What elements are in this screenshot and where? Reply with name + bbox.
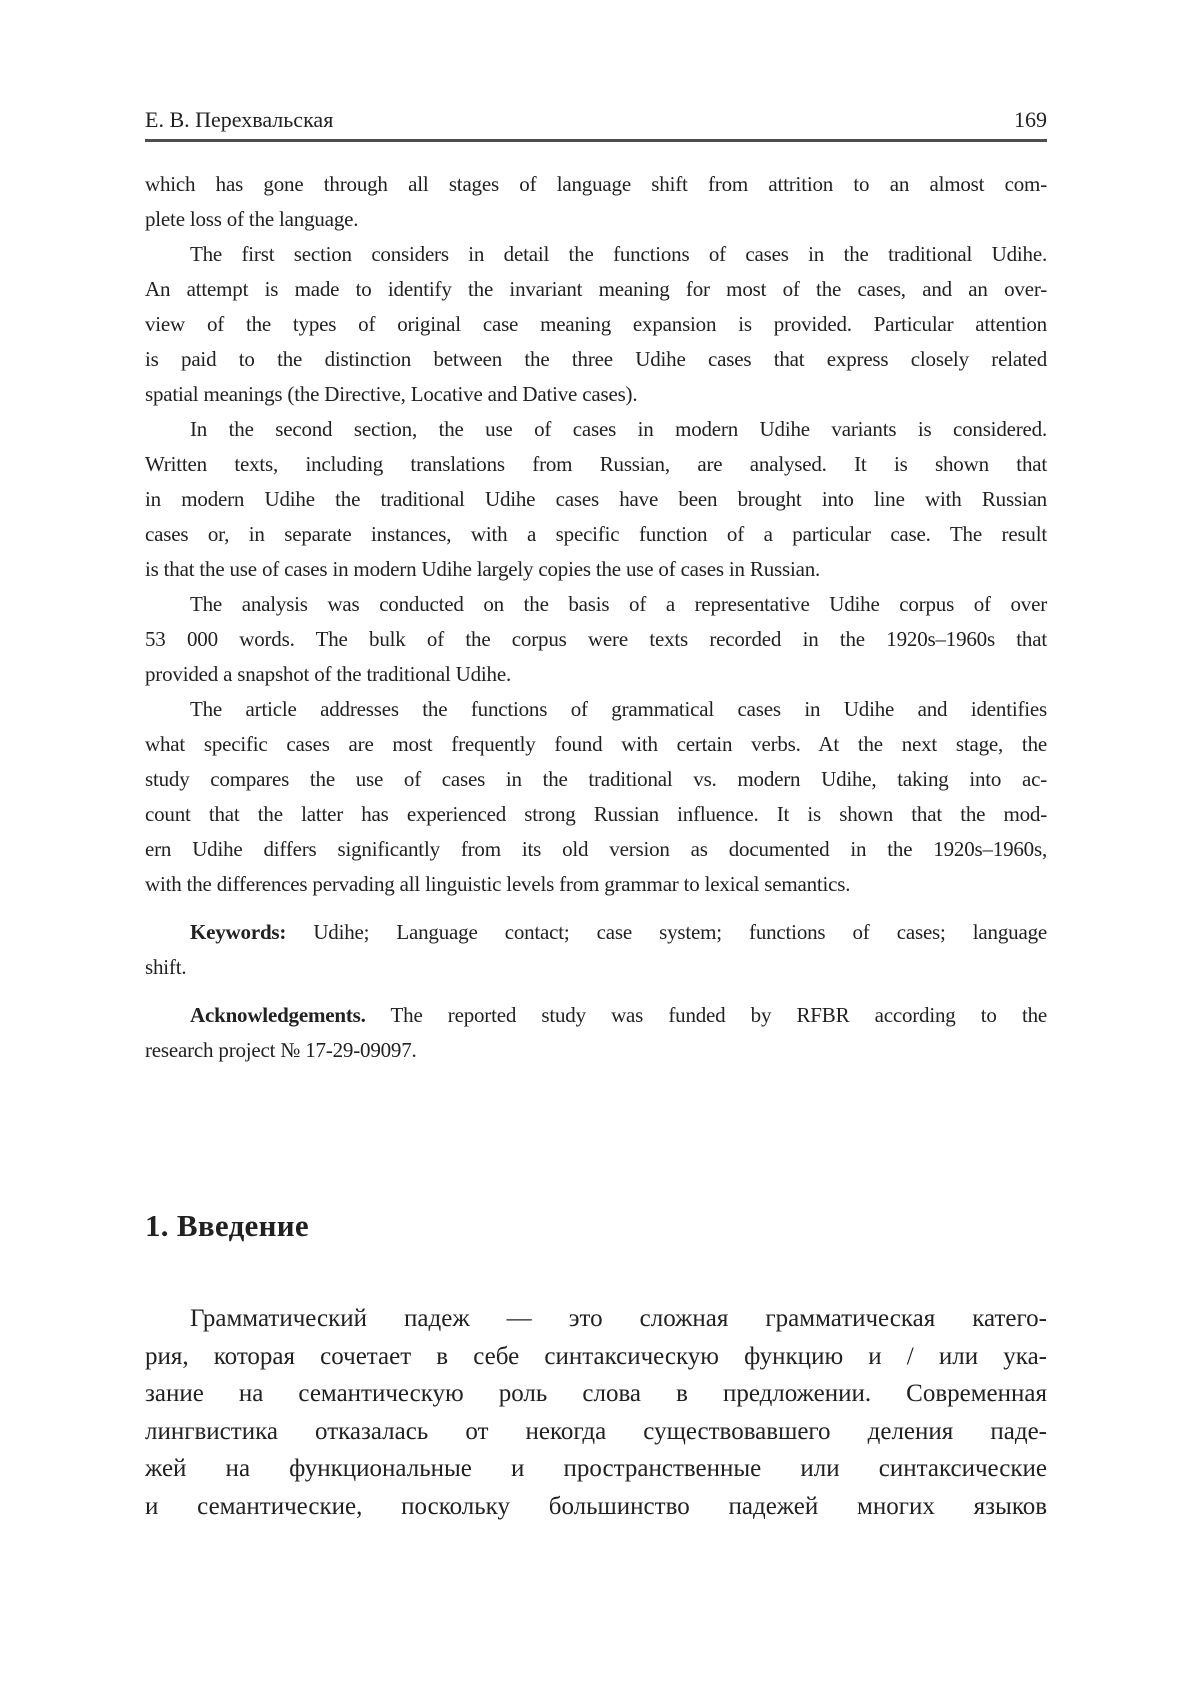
running-header [145, 106, 1047, 142]
text-line: spatial meanings (the Directive, Locative and Dative cases). [145, 382, 638, 406]
text-line: Грамматический падеж — это сложная грамматическая катего- [190, 1305, 1047, 1332]
text-line: study compares the use of cases in the traditional vs. modern Udihe, taking into ac- [145, 767, 1047, 791]
acknowledgements-text: The reported study was funded by RFBR according to the [390, 1003, 1047, 1027]
text-line: и семантические, поскольку большинство падежей многих языков [145, 1492, 1047, 1520]
running-head-author: Е. В. Перехвальская [145, 107, 334, 132]
acknowledgements-paragraph [145, 998, 1047, 1068]
text-line: with the differences pervading all linguistic levels from grammar to lexical semantics. [145, 872, 851, 896]
text-line: which has gone through all stages of language shift from attrition to an almost com- [145, 172, 1047, 196]
text-line: лингвистика отказалась от некогда существовавшего деления паде- [145, 1417, 1047, 1445]
text-line: The first section considers in detail the functions of cases in the traditional Udihe. [190, 242, 1047, 266]
text-line: The analysis was conducted on the basis of a representative Udihe corpus of over [190, 592, 1047, 616]
text-line: is paid to the distinction between the three Udihe cases that express closely related [145, 347, 1047, 371]
section-heading: 1. Введение [145, 1208, 309, 1243]
text-line: зание на семантическую роль слова в предложении. Современная [145, 1380, 1047, 1407]
keywords-paragraph [145, 915, 1047, 985]
text-line: In the second section, the use of cases in modern Udihe variants is considered. [190, 417, 1047, 441]
text-line: provided a snapshot of the traditional Udihe. [145, 662, 511, 686]
text-line: is that the use of cases in modern Udihe largely copies the use of cases in Russian. [145, 557, 821, 581]
text-line: 53 000 words. The bulk of the corpus were texts recorded in the 1920s–1960s that [145, 627, 1047, 651]
paragraph [145, 237, 1047, 412]
text-line: in modern Udihe the traditional Udihe cases have been brought into line with Russian [145, 487, 1047, 511]
acknowledgements-last-line: research project № 17-29-09097. [145, 1038, 417, 1062]
text-line: Written texts, including translations from Russian, are analysed. It is shown that [145, 452, 1047, 476]
paragraph [145, 692, 1047, 902]
paragraph [145, 1300, 1047, 1525]
keywords-first-line [145, 915, 1047, 950]
paragraph [145, 412, 1047, 587]
text-line: ern Udihe differs significantly from its old version as documented in the 1920s–1960s, [145, 837, 1047, 861]
keywords-label: Keywords: [190, 920, 287, 944]
text-line: view of the types of original case meaning expansion is provided. Particular attention [145, 312, 1047, 336]
introduction-block [145, 1300, 1047, 1525]
text-line: what specific cases are most frequently found with certain verbs. At the next stage, the [145, 732, 1047, 756]
text-line: рия, которая сочетает в себе синтаксическую функцию и / или ука- [145, 1342, 1047, 1370]
paragraph [145, 587, 1047, 692]
abstract-paragraphs [145, 167, 1047, 902]
text-line: The article addresses the functions of grammatical cases in Udihe and identifies [190, 697, 1047, 721]
acknowledgements-first-line [145, 998, 1047, 1033]
text-line: cases or, in separate instances, with a specific function of a particular case. The result [145, 522, 1047, 546]
keywords-last-line: shift. [145, 955, 187, 979]
abstract-block [145, 167, 1047, 1068]
keywords-text: Udihe; Language contact; case system; functions of cases; language [313, 920, 1047, 944]
text-line: plete loss of the language. [145, 207, 359, 231]
text-line: жей на функциональные и пространственные или синтаксические [145, 1455, 1047, 1482]
acknowledgements-label: Acknowledgements. [190, 1003, 366, 1027]
paragraph [145, 167, 1047, 237]
text-line: count that the latter has experienced strong Russian influence. It is shown that the mod- [145, 802, 1047, 826]
text-line: An attempt is made to identify the invariant meaning for most of the cases, and an over- [145, 277, 1047, 301]
page-number: 169 [1014, 107, 1047, 132]
